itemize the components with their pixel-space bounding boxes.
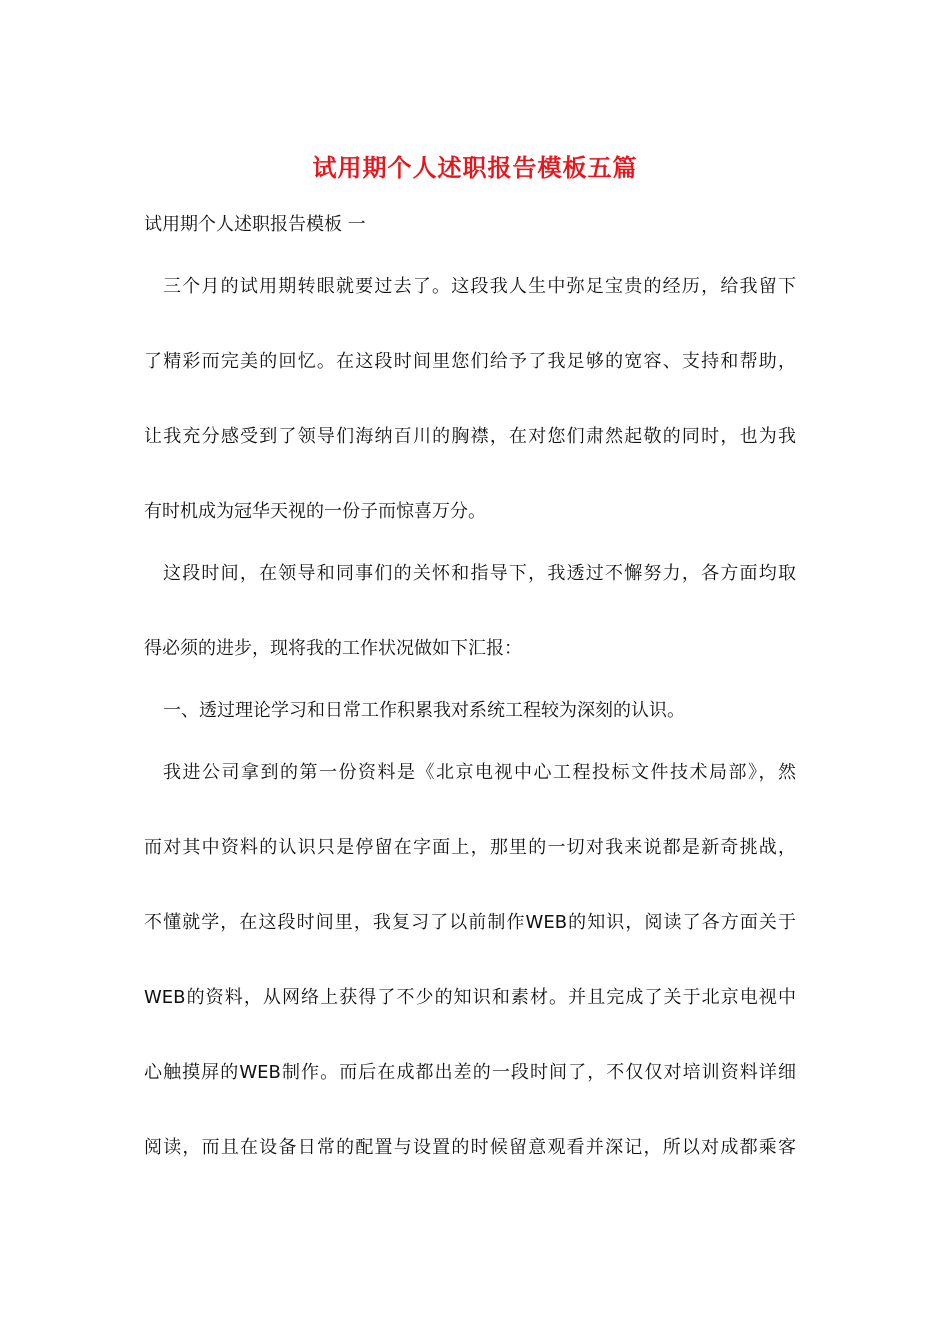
paragraph-line: 有时机成为冠华天视的一份子而惊喜万分。 <box>144 501 486 522</box>
paragraph-line: 我进公司拿到的第一份资料是《北京电视中心工程投标文件技术局部》，然 <box>163 762 796 783</box>
paragraph-line: WEB的资料，从网络上获得了不少的知识和素材。并且完成了关于北京电视中 <box>144 987 796 1008</box>
paragraph-line: 让我充分感受到了领导们海纳百川的胸襟，在对您们肃然起敬的同时，也为我 <box>144 426 796 447</box>
paragraph-line: 阅读，而且在设备日常的配置与设置的时候留意观看并深记，所以对成都乘客 <box>144 1137 796 1158</box>
paragraph-line: 心触摸屏的WEB制作。而后在成都出差的一段时间了，不仅仅对培训资料详细 <box>144 1062 796 1083</box>
paragraph-line: 而对其中资料的认识只是停留在字面上，那里的一切对我来说都是新奇挑战， <box>144 837 796 858</box>
section-heading: 试用期个人述职报告模板 一 <box>144 214 366 235</box>
paragraph-line: 得必须的进步，现将我的工作状况做如下汇报： <box>144 638 522 659</box>
paragraph-line: 不懂就学，在这段时间里，我复习了以前制作WEB的知识，阅读了各方面关于 <box>144 912 796 933</box>
paragraph-line: 一、透过理论学习和日常工作积累我对系统工程较为深刻的认识。 <box>163 700 685 721</box>
paragraph-line: 这段时间，在领导和同事们的关怀和指导下，我透过不懈努力，各方面均取 <box>163 563 796 584</box>
paragraph-line: 三个月的试用期转眼就要过去了。这段我人生中弥足宝贵的经历，给我留下 <box>163 276 796 297</box>
document-title: 试用期个人述职报告模板五篇 <box>312 153 638 182</box>
paragraph-line: 了精彩而完美的回忆。在这段时间里您们给予了我足够的宽容、支持和帮助， <box>144 351 796 372</box>
